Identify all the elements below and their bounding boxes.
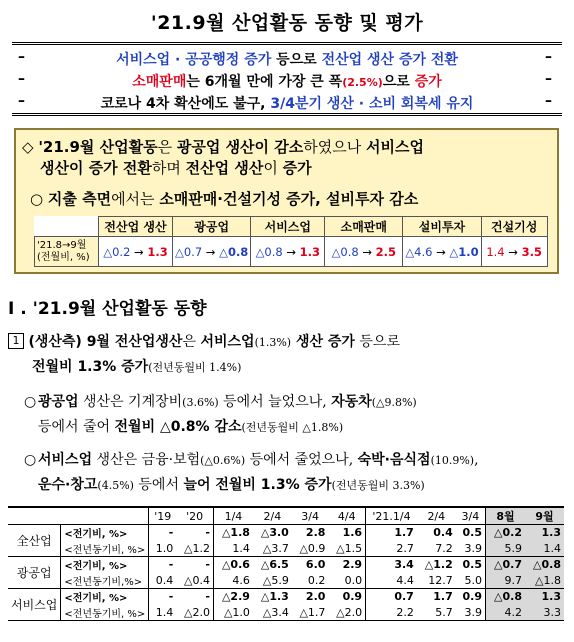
- table-cell: 1.4: [149, 605, 176, 621]
- table-cell: △1.7: [292, 605, 329, 621]
- para-text: 서비스업: [200, 334, 255, 350]
- row-sub-label: <전기비, %>: [61, 557, 149, 573]
- table-row: [8, 573, 564, 589]
- table-cell: 2.2: [366, 605, 417, 621]
- table-cell: 0.7: [394, 590, 414, 604]
- para-text: 운수·창고: [38, 477, 98, 493]
- summary-line-3: [30, 188, 418, 209]
- para-text: ,: [474, 452, 479, 468]
- table-cell: 7.2: [417, 541, 456, 557]
- table-cell: 0.5: [456, 557, 486, 573]
- column-header: '20: [176, 507, 213, 525]
- table-cell: 3.9: [456, 541, 486, 557]
- column-header: 1/4: [213, 507, 252, 525]
- paragraph-mining: [24, 390, 564, 440]
- para-text: 늘어 전월비 1.3% 증가: [183, 477, 332, 493]
- summary-text: 에서는: [111, 190, 160, 208]
- data-table-header: [8, 507, 564, 525]
- summary-line-2: [40, 157, 312, 178]
- summary-table-header-cell: 건설기성: [481, 217, 547, 237]
- summary-text: '21.9월 산업활동: [38, 138, 158, 156]
- table-cell: 4.2: [486, 605, 525, 621]
- table-cell: 2.8: [305, 526, 326, 540]
- summary-text: 광공업 생산이 감소: [176, 138, 304, 156]
- summary-table-header-cell: 설비투자: [403, 217, 481, 237]
- cell-now: 1.3: [147, 244, 168, 259]
- table-cell: △1.2: [424, 558, 453, 572]
- table-cell: -: [168, 558, 174, 572]
- table-cell: 1.0: [149, 541, 176, 557]
- table-row: [8, 589, 564, 605]
- summary-table-header: [35, 217, 548, 237]
- table-cell: 3.9: [456, 605, 486, 621]
- column-header: 2/4: [417, 507, 456, 525]
- table-cell: △0.7: [486, 557, 525, 573]
- table-row: [8, 557, 564, 573]
- table-cell: △0.8: [525, 557, 564, 573]
- headline-text: 코로나 4차 확산에도 불구,: [100, 96, 271, 112]
- table-cell: △0.8: [486, 589, 525, 605]
- para-text: (4.5%): [97, 479, 134, 492]
- para-text: (전년동월비 △1.8%): [241, 421, 344, 434]
- summary-cell: [99, 237, 173, 267]
- dash-mark: –: [545, 71, 552, 87]
- table-cell: 0.5: [456, 525, 486, 541]
- table-cell: 3.4: [394, 558, 414, 572]
- table-cell: △0.9: [292, 541, 329, 557]
- table-cell: -: [168, 590, 174, 604]
- summary-text: 소매판매·건설기성 증가, 설비투자 감소: [159, 190, 419, 208]
- table-cell: △1.5: [328, 541, 365, 557]
- para-text: 생산은 금융·보험: [92, 452, 201, 468]
- headline-text: 3/4분기 생산 · 소비 회복세 유지: [270, 96, 474, 112]
- table-cell: 4.4: [366, 573, 417, 589]
- table-cell: 1.7: [433, 590, 453, 604]
- table-cell: △1.8: [221, 526, 250, 540]
- table-cell: △2.9: [221, 590, 250, 604]
- column-header: 2/4: [253, 507, 292, 525]
- headline-text: (2.5%): [342, 76, 383, 89]
- cell-prev: △0.7: [175, 244, 203, 259]
- cell-prev: △0.8: [331, 244, 359, 259]
- arrow-icon: →: [130, 244, 148, 259]
- cell-now: △1.0: [449, 244, 479, 259]
- summary-table-row-label: [35, 237, 99, 267]
- diamond-icon: ◇: [22, 138, 34, 156]
- cell-prev: 1.4: [486, 244, 505, 259]
- table-cell: -: [176, 557, 213, 573]
- row-label-line: (전월비, %): [37, 251, 90, 263]
- table-cell: 1.3: [525, 525, 564, 541]
- table-cell: 1.6: [328, 525, 365, 541]
- column-header: 9월: [525, 507, 564, 525]
- dash-mark: –: [18, 71, 25, 87]
- para-text: (1.3%): [254, 336, 292, 349]
- industry-data-table: [8, 506, 564, 621]
- dash-mark: –: [18, 93, 25, 109]
- table-cell: -: [168, 526, 174, 540]
- summary-table-header-cell: 소매판매: [325, 217, 403, 237]
- headline-text: 으로: [382, 74, 415, 90]
- table-cell: 0.4: [149, 573, 176, 589]
- para-text: 은: [182, 334, 201, 350]
- para-text: 등에서 줄어: [38, 419, 115, 435]
- table-cell: 6.0: [305, 558, 326, 572]
- cell-now: 1.3: [299, 244, 321, 259]
- para-text: (생산측) 9월 전산업생산: [28, 334, 183, 350]
- table-cell: △2.0: [328, 605, 365, 621]
- summary-table-header-cell: 전산업 생산: [99, 217, 173, 237]
- para-text: 전월비 △0.8% 감소: [114, 419, 242, 435]
- para-text: 등으로: [354, 334, 400, 350]
- para-text: 생산 증가: [291, 334, 355, 350]
- row-label-line: '21.8→9월: [37, 239, 87, 251]
- table-cell: △1.0: [213, 605, 252, 621]
- cell-now: 2.5: [375, 244, 397, 259]
- column-header: 4/4: [328, 507, 365, 525]
- arrow-icon: →: [432, 244, 450, 259]
- para-text: (△9.8%): [371, 396, 417, 409]
- table-cell: 0.4: [433, 526, 453, 540]
- summary-table-corner: [35, 217, 99, 237]
- para-text: 숙박·음식점: [357, 452, 431, 468]
- arrow-icon: →: [358, 244, 376, 259]
- table-cell: -: [176, 525, 213, 541]
- row-sub-label: <전년동기비,%>: [61, 573, 149, 589]
- column-header: '19: [149, 507, 176, 525]
- para-text: 등에서 늘었으나,: [218, 394, 332, 410]
- arrow-icon: →: [282, 244, 300, 259]
- table-cell: 0.9: [456, 589, 486, 605]
- para-text: 자동차: [331, 394, 372, 410]
- para-text: (3.6%): [182, 396, 219, 409]
- table-row: [8, 525, 564, 541]
- headline-line-3: [12, 93, 562, 115]
- para-text: 서비스업: [38, 452, 93, 468]
- summary-line-1: [22, 136, 424, 157]
- row-sub-label: <전기비, %>: [61, 525, 149, 541]
- summary-cell: [251, 237, 325, 267]
- table-cell: △1.2: [176, 541, 213, 557]
- page-title: '21.9월 산업활동 동향 및 평가: [150, 12, 424, 34]
- summary-box: [14, 128, 559, 274]
- table-cell: △3.0: [260, 526, 289, 540]
- paragraph-production: [8, 330, 564, 380]
- table-cell: △3.7: [253, 541, 292, 557]
- summary-cell: [325, 237, 403, 267]
- column-header: 3/4: [292, 507, 329, 525]
- table-cell: △0.4: [176, 573, 213, 589]
- dash-mark: –: [545, 93, 552, 109]
- row-group-label: 서비스업: [8, 589, 61, 621]
- headline-text: 서비스업 · 공공행정 증가: [116, 52, 272, 68]
- table-cell: △3.4: [253, 605, 292, 621]
- para-text: (△0.6%): [200, 454, 246, 467]
- table-row: [8, 605, 564, 621]
- table-cell: 4.6: [213, 573, 252, 589]
- boxed-number-icon: 1: [8, 333, 24, 349]
- cell-now: 3.5: [521, 244, 542, 259]
- summary-table-row: [35, 237, 548, 267]
- table-cell: 0.9: [328, 589, 365, 605]
- table-cell: 2.9: [328, 557, 365, 573]
- table-cell: 2.0: [305, 590, 326, 604]
- para-text: (10.9%): [430, 454, 475, 467]
- table-cell: △1.8: [525, 573, 564, 589]
- row-sub-label: <전년동기비, %>: [61, 541, 149, 557]
- headline-box: [12, 42, 562, 116]
- cell-now: △0.8: [219, 244, 249, 259]
- summary-table: [34, 216, 548, 267]
- row-group-label: 全산업: [8, 525, 61, 557]
- headline-text: 증가: [414, 74, 442, 90]
- headline-text: 소매판매: [132, 74, 187, 90]
- para-text: 전월비 1.3% 증가: [32, 359, 149, 375]
- table-cell: 9.7: [486, 573, 525, 589]
- circle-bullet-icon: ○: [30, 190, 44, 208]
- table-cell: △1.3: [260, 590, 289, 604]
- summary-text: 은: [157, 138, 177, 156]
- section-title: I . '21.9월 산업활동 동향: [8, 299, 207, 319]
- headline-text: 등으로: [271, 52, 322, 68]
- table-cell: △0.6: [221, 558, 250, 572]
- para-text: (전년동월비 1.4%): [148, 361, 242, 374]
- table-cell: 5.7: [417, 605, 456, 621]
- data-table-corner: [8, 507, 149, 525]
- summary-cell: [403, 237, 481, 267]
- table-cell: △2.0: [176, 605, 213, 621]
- summary-text: 증가: [282, 159, 312, 177]
- para-text: 생산은 기계장비: [78, 394, 183, 410]
- summary-text: 지출 측면: [47, 190, 112, 208]
- arrow-icon: →: [202, 244, 220, 259]
- column-header: 8월: [486, 507, 525, 525]
- headline-line-2: [12, 71, 562, 93]
- dash-mark: –: [18, 49, 25, 65]
- table-cell: 1.3: [525, 589, 564, 605]
- table-cell: 3.3: [525, 605, 564, 621]
- row-sub-label: <전년동기비, %>: [61, 605, 149, 621]
- summary-text: 하며: [151, 159, 186, 177]
- summary-cell: [481, 237, 547, 267]
- table-cell: 1.4: [213, 541, 252, 557]
- table-cell: 5.9: [486, 541, 525, 557]
- summary-text: 하였으나: [303, 138, 366, 156]
- cell-prev: △0.8: [255, 244, 283, 259]
- table-cell: △6.5: [260, 558, 289, 572]
- cell-prev: △4.6: [405, 244, 433, 259]
- column-header: '21.1/4: [366, 507, 417, 525]
- table-cell: 1.4: [525, 541, 564, 557]
- headline-line-1: [12, 49, 562, 71]
- headline-text: 전산업 생산 증가 전환: [321, 52, 458, 68]
- summary-cell: [173, 237, 251, 267]
- headline-text: 는 6개월 만에 가장 큰 폭: [186, 74, 343, 90]
- summary-text: 전산업 생산: [185, 159, 264, 177]
- para-text: 등에서 줄었으나,: [245, 452, 358, 468]
- summary-table-header-cell: 서비스업: [251, 217, 325, 237]
- para-text: 광공업: [38, 394, 79, 410]
- table-cell: 0.0: [328, 573, 365, 589]
- paragraph-service: [24, 448, 564, 498]
- summary-table-header-cell: 광공업: [173, 217, 251, 237]
- arrow-icon: →: [504, 244, 522, 259]
- table-cell: 0.2: [292, 573, 329, 589]
- row-sub-label: <전기비, %>: [61, 589, 149, 605]
- summary-text: 이: [263, 159, 283, 177]
- table-cell: △5.9: [253, 573, 292, 589]
- para-text: (전년동월비 3.3%): [331, 479, 425, 492]
- circle-bullet-icon: ○: [24, 452, 37, 468]
- table-row: [8, 541, 564, 557]
- table-cell: 2.7: [366, 541, 417, 557]
- dash-mark: –: [545, 49, 552, 65]
- data-table-body: [8, 525, 564, 621]
- column-header: 3/4: [456, 507, 486, 525]
- cell-prev: △0.2: [103, 244, 131, 259]
- table-cell: 1.7: [394, 526, 414, 540]
- row-group-label: 광공업: [8, 557, 61, 589]
- table-cell: -: [176, 589, 213, 605]
- circle-bullet-icon: ○: [24, 394, 37, 410]
- para-text: 등에서: [133, 477, 184, 493]
- table-cell: △0.2: [486, 525, 525, 541]
- summary-text: 서비스업: [365, 138, 424, 156]
- table-cell: 12.7: [417, 573, 456, 589]
- table-cell: 5.0: [456, 573, 486, 589]
- summary-text: 생산이 증가 전환: [40, 159, 152, 177]
